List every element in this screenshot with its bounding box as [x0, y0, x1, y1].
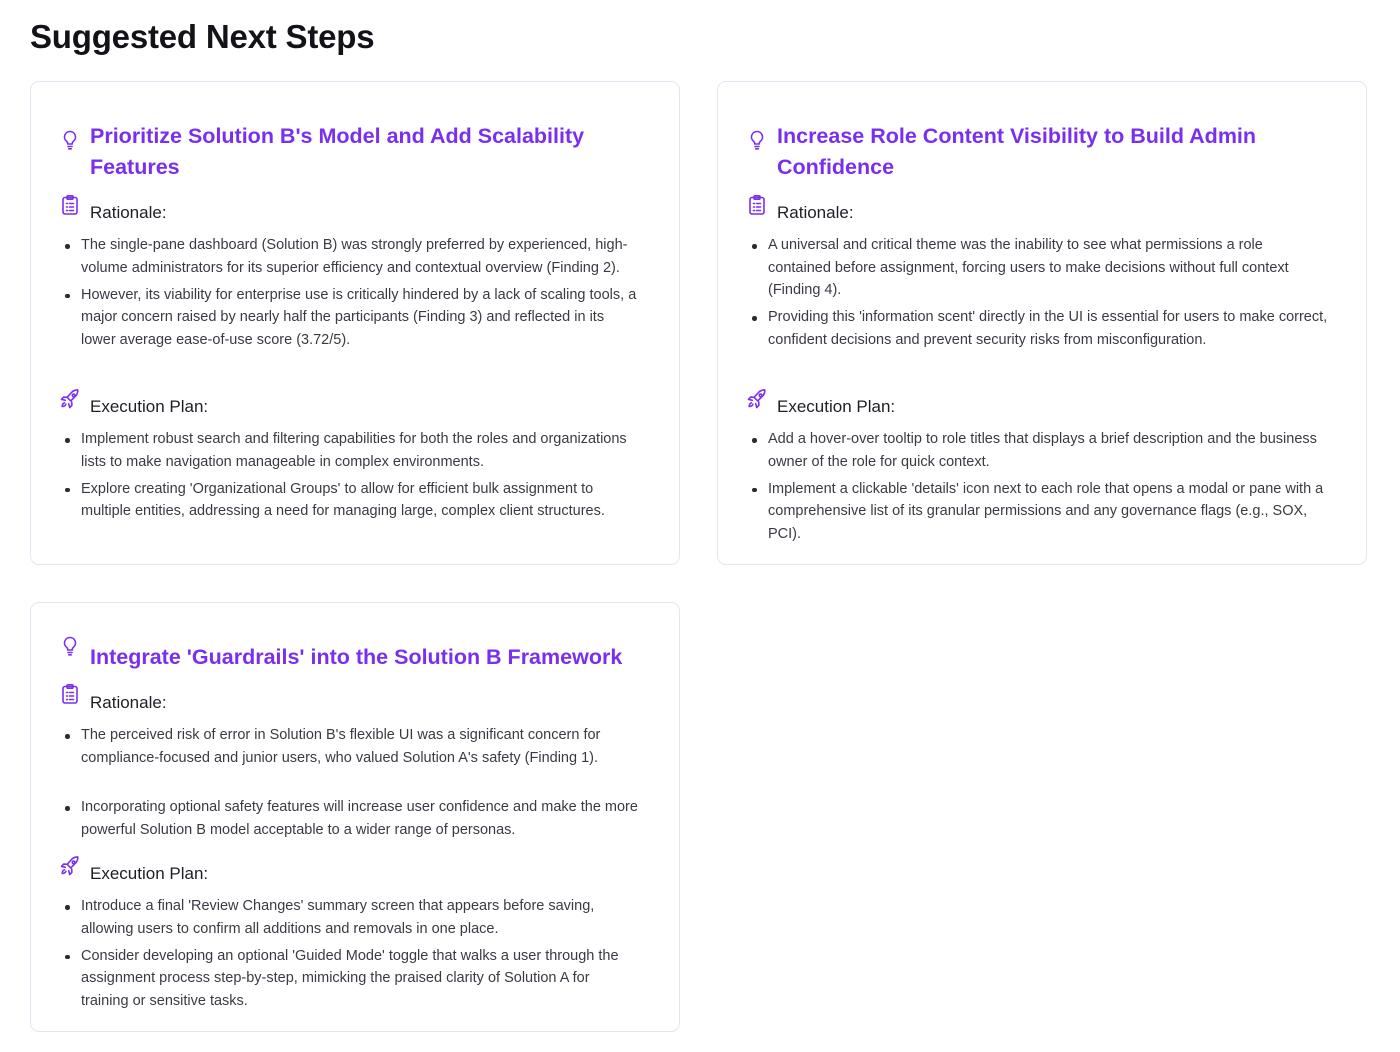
card-title: Prioritize Solution B's Model and Add Scalability Features: [90, 124, 585, 179]
clipboard-icon: [58, 193, 82, 217]
rationale-label: Rationale:: [90, 203, 167, 222]
list-item: Introduce a final 'Review Changes' summary screen that appears before saving, allowing users to confirm all additions and removals in one place.: [81, 895, 641, 940]
clipboard-icon: [58, 682, 82, 706]
execution-label: Execution Plan:: [90, 864, 209, 883]
list-item: The perceived risk of error in Solution B's flexible UI was a significant concern for compliance-focused and junior users, who valued Solution A's safety (Finding 1).: [81, 724, 641, 769]
list-item: Consider developing an optional 'Guided Mode' toggle that walks a user through the assignment process step-by-step, mimicking the praised clarity of Solution A for training or sensitive tasks.: [81, 945, 641, 1013]
rocket-icon: [58, 387, 82, 411]
list-item: Add a hover-over tooltip to role titles that displays a brief description and the business owner of the role for quick context.: [768, 428, 1328, 473]
next-step-card: [30, 81, 680, 565]
list-item: The single-pane dashboard (Solution B) was strongly preferred by experienced, high-volume administrators for its superior efficiency and contextual overview (Finding 2).: [81, 234, 641, 279]
rationale-label: Rationale:: [90, 693, 167, 712]
execution-list: [81, 895, 641, 1017]
list-item: Implement a clickable 'details' icon next to each role that opens a modal or pane with a comprehensive list of its granular permissions and any governance flags (e.g., SOX, PCI).: [768, 478, 1328, 546]
clipboard-icon: [745, 193, 769, 217]
lightbulb-icon: [58, 128, 82, 152]
list-item: Providing this 'information scent' directly in the UI is essential for users to make correct, confident decisions and prevent security risks from misconfiguration.: [768, 306, 1328, 351]
rocket-icon: [745, 387, 769, 411]
next-step-card: [717, 81, 1367, 565]
lightbulb-icon: [58, 634, 82, 658]
card-title: Increase Role Content Visibility to Build Admin Confidence: [777, 124, 1257, 179]
rationale-list: [81, 234, 641, 356]
page-title: Suggested Next Steps: [30, 18, 375, 55]
list-item: Incorporating optional safety features will increase user confidence and make the more powerful Solution B model acceptable to a wider range of personas.: [81, 796, 641, 841]
execution-list: [81, 428, 641, 527]
list-item: A universal and critical theme was the inability to see what permissions a role contained before assignment, forcing users to make decisions without full context (Finding 4).: [768, 234, 1328, 302]
execution-label: Execution Plan:: [777, 397, 896, 416]
rocket-icon: [58, 854, 82, 878]
card-title: Integrate 'Guardrails' into the Solution B Framework: [90, 645, 623, 669]
lightbulb-icon: [745, 128, 769, 152]
next-step-card: [30, 602, 680, 1032]
list-item: Implement robust search and filtering capabilities for both the roles and organizations lists to make navigation manageable in complex environments.: [81, 428, 641, 473]
list-item: Explore creating 'Organizational Groups' to allow for efficient bulk assignment to multiple entities, addressing a need for managing large, complex client structures.: [81, 478, 641, 523]
list-item: However, its viability for enterprise use is critically hindered by a lack of scaling tools, a major concern raised by nearly half the participants (Finding 3) and reflected in its lower average ease-of-use score (3.72/5).: [81, 284, 641, 352]
execution-label: Execution Plan:: [90, 397, 209, 416]
rationale-label: Rationale:: [777, 203, 854, 222]
rationale-list: [768, 234, 1328, 356]
rationale-list: [81, 724, 641, 846]
execution-list: [768, 428, 1328, 550]
